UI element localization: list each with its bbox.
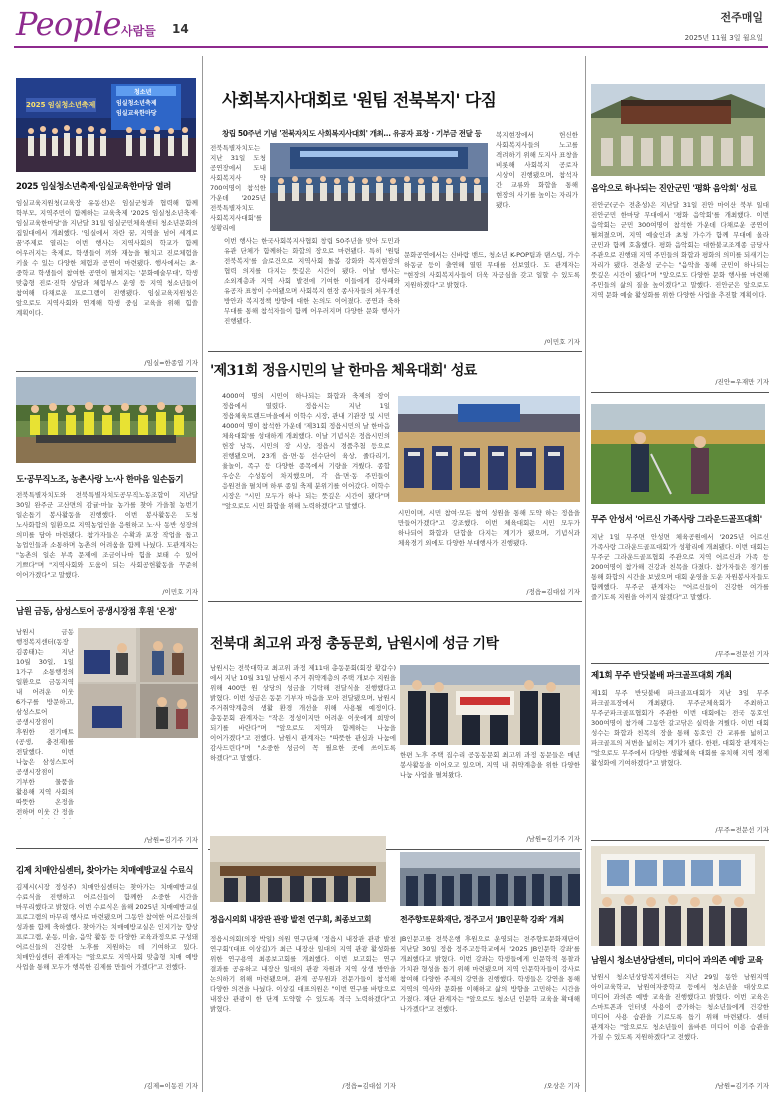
photo-donation-visit [78,628,198,738]
body-main1-d: 문화공연에서는 신바람 밴드, 청소년 K-POP팀과 댄스팀, 가수 하동균 등이 출연해 열띤 무대를 선보였다. 도 관계자는 "현장의 사회복지사들이 더욱 자긍심을 갖고 일할 수 있도록 지원하겠다"고 밝혔다. [404,251,580,289]
divider [16,848,198,849]
photo-sign-line2: 임실청소년축제 [116,100,157,107]
credit-main3: /남원=김기주 기자 [526,835,580,843]
body-main1-b: 복지현장에서 헌신한 사회복지사들의 노고를 격려하기 위해 도지사 표창을 비롯해 사회복지 공로자 시상이 진행됐으며, 참석자 간 교류와 화합을 통해 현장의 사기를 높이는 자리가 됐다. [496,131,578,209]
page-number: 14 [172,22,189,36]
body-main1-a: 전북특별자치도는 지난 31일 도청 공연장에서 도내 사회복지사 약 700여명이 참석한 가운데 '2025년 전북특별자치도 사회복지사대회'를 성황리에 [210,144,266,231]
photo-peace-concert [591,84,765,176]
credit-main5: /오상은 기자 [544,1082,580,1090]
body-main3-b: 한편 노후 주택 집수리 공동동문회 최고위 과정 동문들은 매년 봉사활동을 이어오고 있으며, 지역 내 취약계층을 위한 다양한 나눔 사업을 펼쳐왔다. [400,751,580,779]
section-title: People [16,5,121,43]
headline-left2: 도·공무직노조, 농촌사랑 노·사 한마음 일손돕기 [16,475,184,485]
column-divider [585,56,586,1092]
headline-left1: 2025 임실청소년축제·임실교육한마당 열려 [16,182,171,192]
photo-donation-ceremony [400,665,580,745]
credit-main2: /정읍=김대섭 기자 [526,588,580,596]
headline-right3: 제1회 무주 반딧불배 파크골프대회 개최 [591,671,732,681]
body-left3-top: 남원시 금동 행정복지센터(동장 김종태)는 지난 10월 30일, 1일 1가구 소통행정의 일환으로 금동지역 내 어려운 이웃 6가구를 방문하고, 삼성스토어 공생시장점이 후원한 전기매트(공생, 충전재)를 전달했다. 이번 나눔은 삼성스토어 공생시장점이 기부한 물품을 활용해 지역 사회의 따뜻한 온정을 전하며 이웃 간 정을 [16,628,74,816]
masthead-rule [14,46,768,48]
photo-sign-line1: 청소년 [134,89,152,96]
headline-main1: 사회복지사대회로 '원팀 전북복지' 다짐 [222,91,497,111]
photo-youth-counseling [591,846,765,946]
divider [591,840,769,841]
photo-farm-volunteers [16,377,196,463]
divider [591,392,769,393]
headline-main2: '제31회 정읍시민의 날 한마음 체육대회' 성료 [210,363,477,379]
photo-lecture-hall [400,852,580,906]
photo-ground-golf [591,404,765,504]
body-right4: 남원시 청소년상담복지센터는 지난 29일 동안 남원지역 아이교육학교, 남원여자중학교 등에서 청소년을 대상으로 미디어 과의존 예방 교육을 진행했다고 밝혔다. 이번 교육은 스마트폰과 인터넷 사용이 증가하는 청소년들에게 건강한 미디어 사용 습관을 기르도록 돕기 위해 마련됐다. 센터 관계자는 "앞으로도 청소년들이 올바른 미디어 이용 습관을 가질 수 있도록 지원하겠다"고 전했다. [591,973,769,1041]
headline-main3: 전북대 최고위 과정 총동문회, 남원시에 성금 기탁 [210,636,499,652]
photo-social-welfare-conference [270,143,488,231]
photo-sports-festival [398,396,580,502]
issue-date: 2025년 11월 3일 월요일 [684,34,763,42]
body-left3-bottom [16,742,198,822]
body-main5: JB인문고를 전북은행 후원으로 운영되는 전주향토문화재단이 지난달 30일 정읍 정주고등학교에서 '2025 JB인문학 강좌'를 개최했다고 밝혔다. 이번 강좌는 학생들에게 인문학적 통찰과 가치관 형성을 돕기 위해 마련됐으며 지역 인문학자들이 강사로 참여해 다양한 주제의 강연을 진행했다. 학생들은 강연을 통해 지역의 역사와 문화를 이해하고 삶의 방향을 고민하는 시간을 가졌다. 재단 관계자는 "앞으로도 청소년 인문학 교육을 확대해 나가겠다"고 전했다. [400,935,580,1013]
newspaper-name: 전주매일 [720,11,763,24]
credit-left3: /남원=김기주 기자 [144,836,198,844]
divider [591,663,769,664]
body-left2: 전북특별자치도와 전북특별자치도공무직노동조합이 지난달 30일 완주군 고산면의 감귤·마늘 농가를 찾아 가을철 농번기 일손돕기 봉사활동을 진행했다. 이번 봉사활동은 도청 노사화합의 일환으로 지역농업인을 응원하고 노·사 동반 성장의 의미를 담아 마련됐다. 참가자들은 수확과 포장 작업을 돕고 농업인들과 소통하며 농촌의 어려움을 함께 나눴다. 도관계자는 "농촌의 일손 부족 문제에 조금이나마 힘을 보태 수 있어 기쁘다"며 "지역사회와 도움이 되는 사회공헌활동을 꾸준히 이어가겠다"고 말했다. [16,491,198,579]
divider [208,601,582,602]
credit-main4: /정읍=김대섭 기자 [342,1082,396,1090]
subhead-main1: 창립 50주년 기념 '전북자치도 사회복지사대회' 개최… 유공자 표창 · 기부금 전달 등 [222,129,482,138]
credit-right2: /무주=전문선 기자 [715,650,769,658]
body-left4: 김제시(시장 정성주) 치매안심센터는 찾아가는 치매예방교실 수료식을 진행하고 어르신들이 함께한 소중한 시간을 마무리했다고 밝혔다. 이번 수료식은 올해 2025년 치매예방교실 프로그램의 마무리 행사로 마련됐으며 그동안 참여한 어르신들의 성과를 함께 축하했다. 찾아가는 치매예방교실은 인지기능 향상 프로그램, 운동, 미술, 음악 활동 등 다양한 교육과정으로 구성돼 어르신들의 건강한 노후를 지원하는 데 기여하고 있다. 치매안심센터 관계자는 "앞으로도 지역사회 맞춤형 치매 예방 사업을 통해 모두가 행복한 김제를 만들어 가겠다"고 전했다. [16,883,198,971]
headline-main4: 정읍시의회 내장관 관광 발전 연구회, 최종보고회 [210,915,372,924]
column-divider [202,56,203,1092]
headline-left3: 남원 금동, 삼성스토어 공생시장점 후원 '온정' [16,607,177,617]
body-main3: 남원시는 전북대학교 최고위 과정 제11대 총동문회(회장 황갑수)에서 지난 10월 31일 남원시 주거 취약계층의 주택 개보수 지원을 위해 400만 원 상당의 성금을 기탁해 전달식을 진행했다고 밝혔다. 이번 성금은 동문 기부자 마음을 모아 전달됐으며, 남원시 주거취약계층의 생활 환경 개선을 위해 사용될 예정이다. 총동문회 관계자는 "작은 정성이지만 어려운 이웃에게 희망이 되기를 바란다"며 "앞으로도 지역과 함께하는 나눔을 이어가겠다"고 전했다. 남원시 관계자는 "따뜻한 관심과 나눔에 감사드린다"며 "소중한 성금이 꼭 필요한 곳에 쓰이도록 하겠다"고 말했다. [210,664,396,762]
divider [16,371,198,372]
body-left1: 임실교육지원청(교육장 유동선)은 임실군청과 협력해 함께 학부모, 지역주민이 함께하는 교육축제 '2025 임실청소년축제·임실교육한마당'을 지난달 31일 임실군민체육센터 청소년문화의 집일대에서 개최했다. '임실에서 자란 꿈, 지역을 넘어 세계로 꿈'주제로 열리는 이번 행사는 지역사회의 학교가 함께 어우러지는 축제로, 학생들이 끼와 재능을 펼치고 진로체험을 키울 수 있는 다양한 체험과 공연이 마련됐다. 행사에서는 초·중학교 학생들이 참여한 공연이 펼쳐지는 '문화예술무대', 학생 맞춤형 진로·진학 상담과 체험부스 운영 등 지역 청소년들이 참여해 다채로운 프로그램이 진행됐다. 임실교육지원청은 앞으로도 지역사회와 연계해 학생 중심 교육을 위해 힘쓸 계획이다. [16,199,198,317]
photo-banner-text: 2025 임실청소년축제 [26,101,96,109]
headline-right4: 남원시 청소년상담센터, 미디어 과의존 예방 교육 [591,956,763,966]
body-main4: 정읍시의회(의장 박일) 의원 연구단체 '정읍시 내장관 관광 발전 연구회'(대표 이상길)가 최근 내장산 일대의 지역 관광 활성화를 위한 연구용역 최종보고회를 개최했다. 이번 보고회는 연구 결과를 공유하고 내장산 일대의 관광 자원과 지역 상생 방안을 논의하기 위해 마련됐으며, 관계 공무원과 전문가들이 참석해 다양한 의견을 나눴다. 이상길 대표의원은 "이번 연구를 바탕으로 내장산 관광이 한 단계 도약할 수 있도록 적극 노력하겠다"고 밝혔다. [210,935,396,1013]
headline-right2: 무주 안성서 '어르신 가족사랑 그라운드골프대회' [591,515,762,525]
body-main1-c: 이번 행사는 한국사회복지사협회 창립 50주년을 맞아 도민과 유관 단체가 함께하는 화합의 장으로 마련됐다. 특히 '원팀 전북복지'를 슬로건으로 지역사회 돌봄 강화와 복지현장의 협력 의지를 다지는 뜻깊은 시간이 됐다. 이날 행사는 소외계층과 지역 사회 발전에 기여한 이들에게 감사패와 유공자 표창이 수여됐으며 사회복지 현장 종사자들의 처우개선 방안과 복지정책 방향에 대한 논의도 이어졌다. 공연과 축하 무대를 통해 참석자들이 함께 어우러지며 다양한 문화 행사가 진행됐다. [224,237,400,325]
photo-festival-stage [16,78,196,172]
section-subtitle: 사람들 [121,24,156,38]
credit-right4: /남원=김기주 기자 [715,1082,769,1090]
body-right1: 진안군(군수 전춘성)은 지난달 31일 진안 마이산 북부 일대 진안군민 한마당 무대에서 '평화 음악회'를 개최했다. 이번 음악회는 군민 300여명이 참석한 가운데 다채로운 공연이 펼쳐졌으며, 지역 예술인과 초청 가수가 함께 무대에 올라 군민과 함께 호흡했다. 평화 음악회는 대한불교조계종 금당사 주관으로 진행돼 지역 주민들의 화합과 평화의 의미를 되새기는 자리가 됐다. 전춘성 군수는 "음악을 통해 군민이 하나되는 뜻깊은 시간이 됐다"며 "앞으로도 다양한 문화 행사를 마련해 주민들의 삶의 질을 높이겠다"고 말했다. 진안군은 앞으로도 지역 문화 예술 활성화를 위한 다양한 사업을 추진할 계획이다. [591,201,769,299]
body-main2-b: 시민이며, 시민 참여·모든 참여 성원을 통해 도약 하는 정읍을 만들어가겠다"고 강조했다. 이번 체육대회는 시민 모두가 하나되어 화합과 단합을 다지는 계기가 됐으며, 기념식과 체육경기 외에도 다양한 부대행사가 진행됐다. [398,509,580,547]
divider [208,351,582,352]
credit-left1: /임실=한종엽 기자 [144,359,198,367]
photo-sign-line3: 임실교육한마당 [116,110,157,117]
credit-main1: /이민호 기자 [544,338,580,346]
headline-main5: 전주향토문화재단, 정주고서 'JB인문학 강좌' 개최 [400,915,564,924]
divider [16,600,198,601]
body-right3: 제1회 무주 반딧불배 파크골프대회가 지난 3일 무주 파크골프장에서 개최됐다. 무주군체육회가 주최하고 무주군파크골프협회가 주관한 이번 대회에는 전국 동호인 300여명이 참가해 그동안 갈고닦은 실력을 겨뤘다. 이번 대회 성수는 화합과 친목의 장을 통해 동호인 간 교류를 넓히고 파크골프의 저변을 넓히는 계기가 됐다. 한편, 대회장 관계자는 "앞으로도 무주에서 다양한 생활체육 대회를 유치해 지역 경제 활성화에 기여하겠다"고 밝혔다. [591,689,769,767]
body-main2-a: 4000여 명의 시민이 하나되는 화합과 축제의 장이 정읍에서 열렸다. 정읍시는 지난 1일 정읍체육트랜드마을에서 이학수 시장, 관내 기관장 및 시민 4000여 명이 참석한 가운데 '제31회 정읍시민의 날 한마음 체육대회'를 성대하게 개최했다. 이날 기념식은 정읍시민의 헌장 낭독, 시민의 장 시상, 정읍시 경품추첨 등으로 진행됐으며, 23개 읍·면·동 선수단이 육상, 줄다리기, 윷놀이, 족구 등 다양한 종목에서 기량을 겨뤘다. 종합 우승은 수성동이 차지했으며, 각 읍·면·동 주민들이 응원전을 펼치며 하루 종일 축제 분위기를 이어갔다. 이학수 시장은 "시민 모두가 하나 되는 뜻깊은 시간이 됐다"며 "앞으로도 시민 화합을 위해 노력하겠다"고 말했다. [222,392,390,510]
credit-left4: /김제=이동진 기자 [144,1082,198,1090]
credit-right1: /진안=우재만 기자 [715,378,769,386]
credit-right3: /무주=전문선 기자 [715,826,769,834]
headline-right1: 음악으로 하나되는 진안군민 '평화 음악회' 성료 [591,184,757,194]
body-right2: 지난 1일 무주면 안성면 체육공원에서 '2025년 어르신 가족사랑 그라운드골프대회'가 성황리에 개최됐다. 이번 대회는 무주군 그라운드골프협회 주관으로 지역 어르신과 가족 등 200여명이 참가해 건강과 친목을 다졌다. 참가자들은 경기를 통해 화합의 시간을 보냈으며 대회 운영을 도운 자원봉사자들도 함께했다. 무주군 관계자는 "어르신들이 건강한 여가를 즐기도록 지원을 아끼지 않겠다"고 말했다. [591,533,769,601]
photo-council-meeting [210,836,386,902]
headline-left4: 김제 치매안심센터, 찾아가는 치매예방교실 수료식 [16,866,194,876]
credit-left2: /이민호 기자 [162,588,198,596]
